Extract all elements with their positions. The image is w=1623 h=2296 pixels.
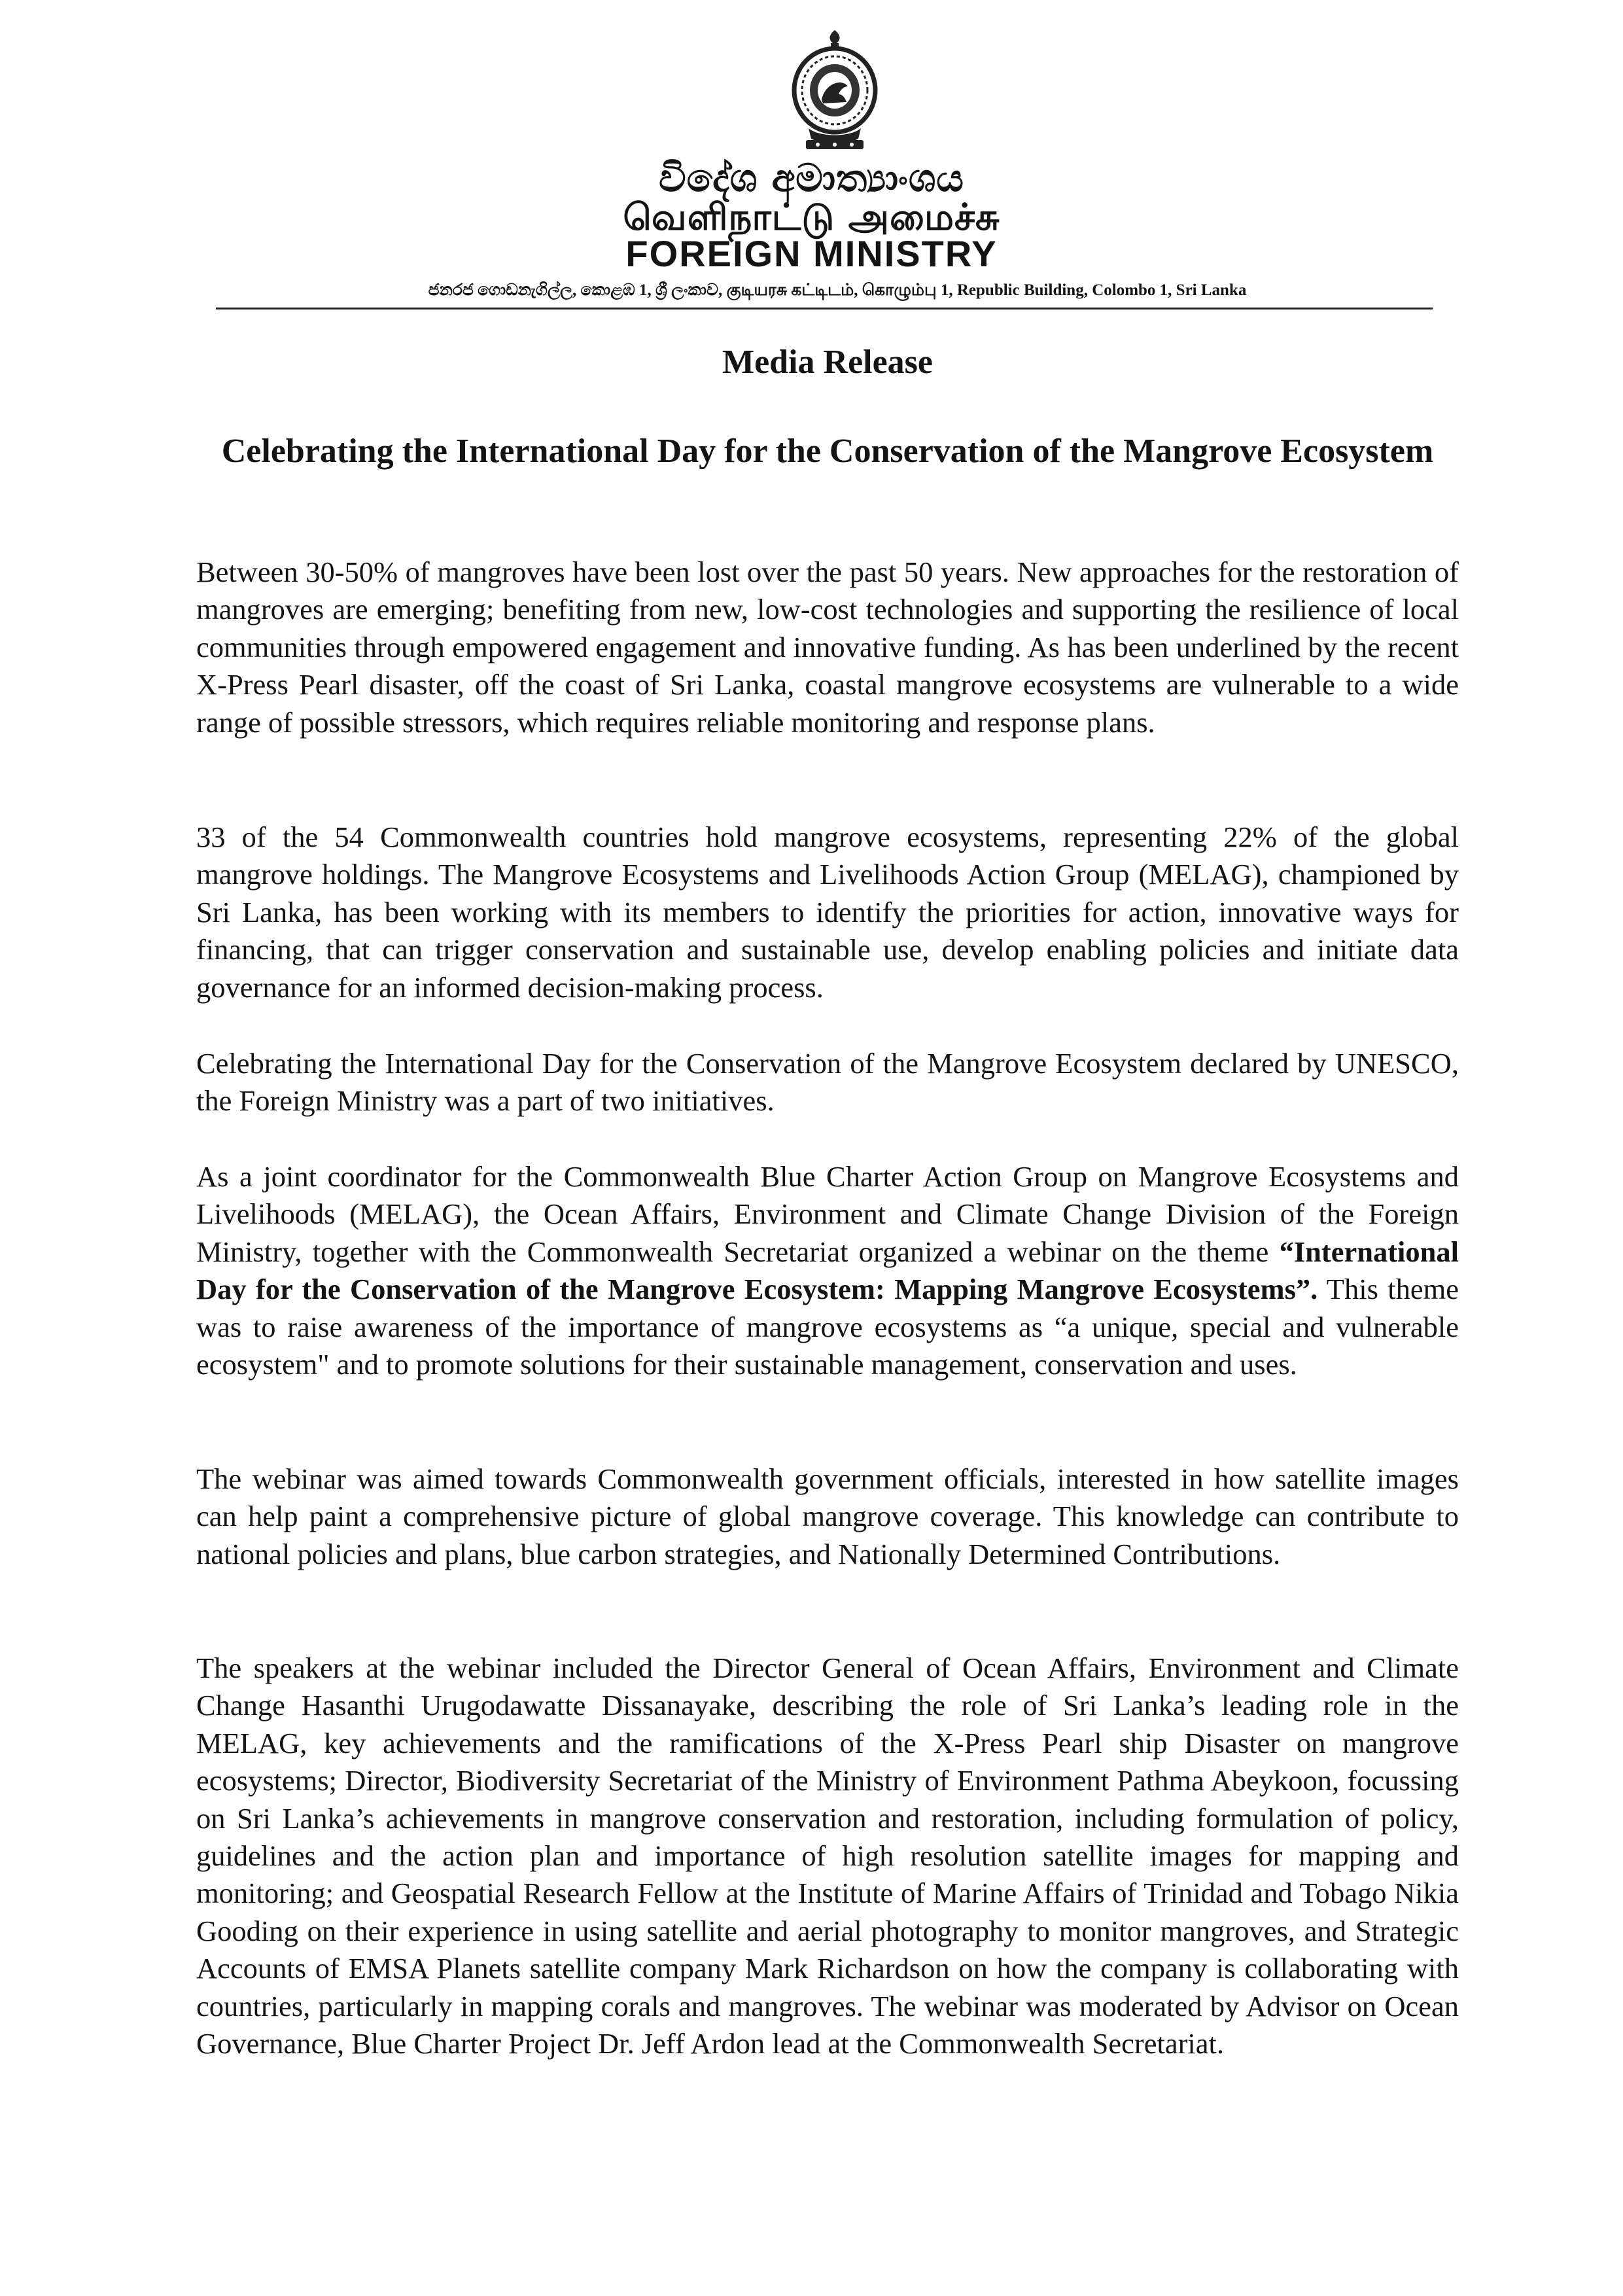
paragraph-text: This theme was to raise awareness of the importance of mangrove ecosystems as “a unique, special and vulnerable ecosystem" and to promote solutions for their sustainable management, conservation and uses. xyxy=(196,1273,1459,1381)
body-paragraph-2: 33 of the 54 Commonwealth countries hold mangrove ecosystems, representing 22% of the global mangrove holdings. The Mangrove Ecosystems and Livelihoods Action Group (MELAG), championed by Sri Lanka, has been working with its members to identify the priorities for action, innovative ways for financing, that can trigger conservation and sustainable use, develop enabling policies and initiate data governance for an informed decision-making process. xyxy=(196,821,1459,1004)
ministry-address: ජනරජ ගොඩනැගිල්ල, කොළඹ 1, ශ්‍රී ලංකාව, குடியரசு கட்டிடம், கொழும்பு 1, Republic Building, Colombo 1, Sri Lanka xyxy=(428,281,1247,299)
body-paragraph-5: The webinar was aimed towards Commonwealth government officials, interested in how satellite images can help paint a comprehensive picture of global mangrove coverage. This knowledge can contribute to national policies and plans, blue carbon strategies, and Nationally Determined Contributions. xyxy=(196,1462,1459,1570)
letterhead xyxy=(0,0,1623,327)
body-paragraph-3: Celebrating the International Day for the Conservation of the Mangrove Ecosystem declared by UNESCO, the Foreign Ministry was a part of two initiatives. xyxy=(196,1047,1459,1118)
ministry-name-tamil: வெளிநாட்டு அமைச்சு xyxy=(623,196,1000,239)
release-label: Media Release xyxy=(722,344,933,381)
document-title: Celebrating the International Day for the Conservation of the Mangrove Ecosystem xyxy=(221,433,1434,470)
body-paragraph-6: The speakers at the webinar included the Director General of Ocean Affairs, Environment and Climate Change Hasanthi Urugodawatte Dissanayake, describing the role of Sri Lanka’s leading role in the MELAG, key achievements and the ramifications of the X-Press Pearl ship Disaster on mangrove ecosystems; Director, Biodiversity Secretariat of the Ministry of Environment Pathma Abeykoon, focussing on Sri Lanka’s achievements in mangrove conservation and restoration, including formulation of policy, guidelines and the action plan and importance of high resolution satellite images for mapping and monitoring; and Geospatial Research Fellow at the Institute of Marine Affairs of Trinidad and Tobago Nikia Gooding on their experience in using satellite and aerial photography to monitor mangroves, and Strategic Accounts of EMSA Planets satellite company Mark Richardson on how the company is collaborating with countries, particularly in mapping corals and mangroves. The webinar was moderated by Advisor on Ocean Governance, Blue Charter Project Dr. Jeff Ardon lead at the Commonwealth Secretariat. xyxy=(196,1651,1459,2060)
ministry-name-sinhala: විදේශ අමාත්‍යාංශය xyxy=(658,156,965,200)
ministry-name-english: FOREIGN MINISTRY xyxy=(625,233,998,274)
webinar-theme: “International Day for the Conservation of the Mangrove Ecosystem: Mapping Mangrove Ecosystems”. xyxy=(196,1235,1459,1306)
national-emblem-icon xyxy=(782,26,887,157)
letterhead-divider xyxy=(216,308,1433,309)
body-paragraph-1: Between 30-50% of mangroves have been lost over the past 50 years. New approaches for the restoration of mangroves are emerging; benefiting from new, low-cost technologies and supporting the resilience of local communities through empowered engagement and innovative funding. As has been underlined by the recent X-Press Pearl disaster, off the coast of Sri Lanka, coastal mangrove ecosystems are vulnerable to a wide range of possible stressors, which requires reliable monitoring and response plans. xyxy=(196,556,1459,739)
body-paragraph-4 xyxy=(196,1158,1459,1383)
paragraph-text: As a joint coordinator for the Commonwealth Blue Charter Action Group on Mangrove Ecosystems and Livelihoods (MELAG), the Ocean Affairs, Environment and Climate Change Division of the Foreign Ministry, together with the Commonwealth Secretariat organized a webinar on the theme xyxy=(196,1160,1459,1268)
